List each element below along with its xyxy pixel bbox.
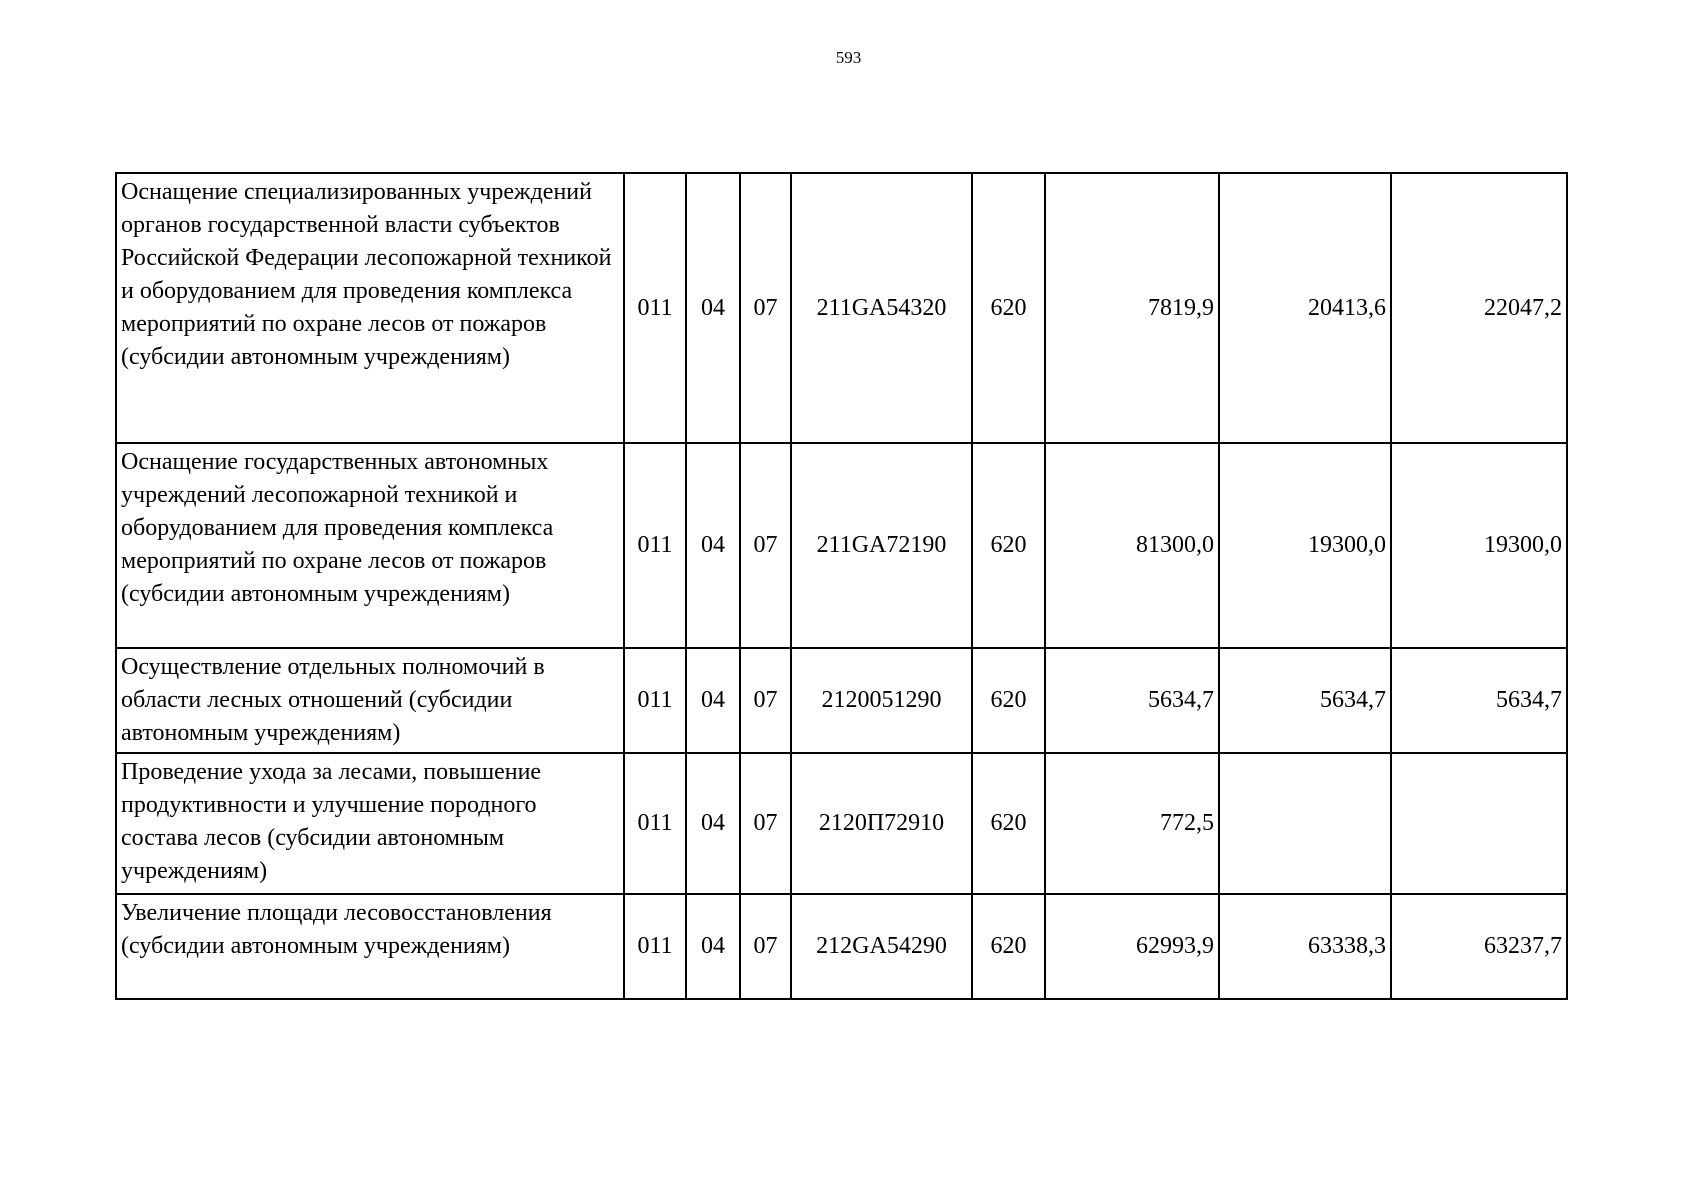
page-number: 593: [835, 48, 862, 67]
amount-cell: 62993,9: [1045, 894, 1219, 999]
ministry-code: 011: [624, 648, 686, 753]
amount-cell: 5634,7: [1045, 648, 1219, 753]
target-article-code: 211GA54320: [791, 173, 972, 443]
table-row: [116, 894, 1567, 999]
table-row: [116, 173, 1567, 443]
expense-type-code: 620: [972, 173, 1045, 443]
table-row: [116, 753, 1567, 894]
subsection-code: 07: [740, 648, 791, 753]
target-article-code: 212GA54290: [791, 894, 972, 999]
amount-cell: 7819,9: [1045, 173, 1219, 443]
expense-type-code: 620: [972, 443, 1045, 648]
amount-cell: 20413,6: [1219, 173, 1391, 443]
subsection-code: 07: [740, 894, 791, 999]
subsection-code: 07: [740, 173, 791, 443]
table-row: [116, 443, 1567, 648]
target-article-code: 2120П72910: [791, 753, 972, 894]
target-article-code: 2120051290: [791, 648, 972, 753]
row-description: Проведение ухода за лесами, повышение продуктивности и улучшение породного состава лесов (субсидии автономным учреждениям): [116, 753, 624, 894]
amount-cell: 5634,7: [1391, 648, 1567, 753]
expense-type-code: 620: [972, 753, 1045, 894]
amount-cell: [1391, 753, 1567, 894]
section-code: 04: [686, 894, 740, 999]
subsection-code: 07: [740, 443, 791, 648]
ministry-code: 011: [624, 173, 686, 443]
amount-cell: 63237,7: [1391, 894, 1567, 999]
row-description: Оснащение государственных автономных учреждений лесопожарной техникой и оборудованием для проведения комплекса мероприятий по охране лесов от пожаров (субсидии автономным учреждениям): [116, 443, 624, 648]
budget-table: [115, 172, 1568, 1000]
section-code: 04: [686, 443, 740, 648]
amount-cell: [1219, 753, 1391, 894]
row-description: Осуществление отдельных полномочий в области лесных отношений (субсидии автономным учреждениям): [116, 648, 624, 753]
table-row: [116, 648, 1567, 753]
expense-type-code: 620: [972, 648, 1045, 753]
amount-cell: 19300,0: [1219, 443, 1391, 648]
ministry-code: 011: [624, 753, 686, 894]
subsection-code: 07: [740, 753, 791, 894]
amount-cell: 5634,7: [1219, 648, 1391, 753]
section-code: 04: [686, 753, 740, 894]
row-description: Увеличение площади лесовосстановления (субсидии автономным учреждениям): [116, 894, 624, 999]
amount-cell: 63338,3: [1219, 894, 1391, 999]
amount-cell: 772,5: [1045, 753, 1219, 894]
amount-cell: 22047,2: [1391, 173, 1567, 443]
section-code: 04: [686, 648, 740, 753]
ministry-code: 011: [624, 894, 686, 999]
row-description: Оснащение специализированных учреждений органов государственной власти субъектов Российской Федерации лесопожарной техникой и оборудованием для проведения комплекса мероприятий по охране лесов от пожаров (субсидии автономным учреждениям): [116, 173, 624, 443]
target-article-code: 211GA72190: [791, 443, 972, 648]
amount-cell: 81300,0: [1045, 443, 1219, 648]
expense-type-code: 620: [972, 894, 1045, 999]
section-code: 04: [686, 173, 740, 443]
amount-cell: 19300,0: [1391, 443, 1567, 648]
ministry-code: 011: [624, 443, 686, 648]
